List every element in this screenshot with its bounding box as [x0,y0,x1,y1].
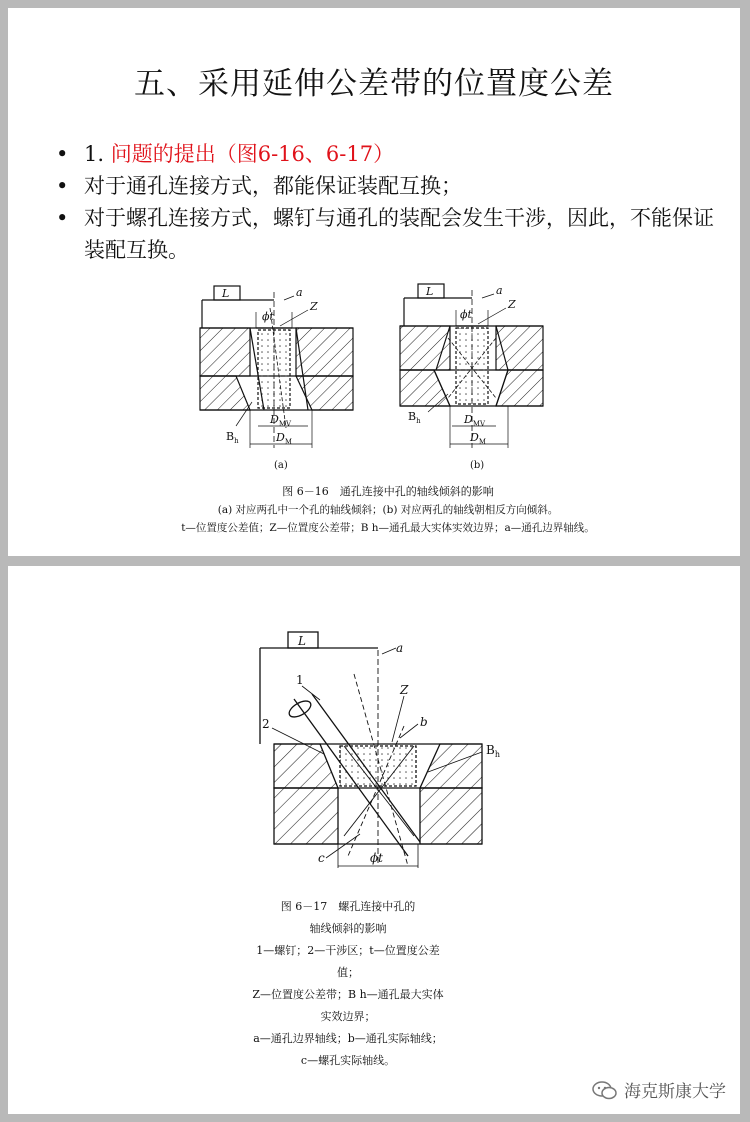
wechat-icon [592,1080,618,1100]
label-sub-b: (b) [470,460,485,471]
label-Z: Z [310,300,318,313]
bullet-dot: • [56,174,69,198]
label-2: 2 [262,717,270,731]
label-a: a [296,286,303,299]
bullet-prefix: 1. [84,142,111,166]
label-Dmv: $D_{MV}$ [464,413,486,428]
figure-caption [248,896,448,1072]
figure-caption-title: 图 6－17 螺孔连接中孔的 [280,900,416,913]
watermark [592,1077,726,1102]
label-phi-t: ϕt [460,308,472,321]
label-a: a [496,284,503,297]
watermark-text: 海克斯康大学 [624,1082,726,1102]
label-c: c [318,851,325,865]
bullet-dot: • [56,142,69,166]
label-sub-a: (a) [274,460,288,471]
bullet-dot: • [56,206,69,230]
label-Dmv: $D_{MV}$ [270,413,292,428]
label-Bh: $B_h$ [226,430,239,445]
label-Z: Z [400,683,409,697]
figure-caption-title: 图 6－16 通孔连接中孔的轴线倾斜的影响 [282,485,494,498]
label-a: a [396,641,404,655]
label-L: L [426,285,434,298]
bullet-text: 对于螺孔连接方式，螺钉与通孔的装配会发生干涉，因此，不能保证装配互换。 [84,206,714,262]
label-L: L [222,287,230,300]
bullet-text: 对于通孔连接方式，都能保证装配互换； [84,174,462,198]
figure-caption-line-3: t—位置度公差值；Z—位置度公差带；B h—通孔最大实体实效边界；a—通孔边界轴线。 [181,522,595,534]
label-b: b [420,715,428,729]
figure-caption-line: Z—位置度公差带；B h—通孔最大实体实效边界； [252,988,444,1023]
label-Bh: $B_h$ [486,743,500,759]
bullet-text: 问题的提出（图6-16、6-17） [110,142,395,166]
label-phi-t: ϕt [262,310,274,323]
figure-caption-line: 1—螺钉；2—干涉区；t—位置度公差值； [256,944,440,979]
figure-6-17-drawing [260,632,482,868]
label-1: 1 [296,673,304,687]
label-Bh: $B_h$ [408,410,421,425]
figure-6-16 [8,8,740,556]
slide-1 [8,8,740,556]
label-Z: Z [508,298,516,311]
label-Dm: $D_M$ [470,431,486,446]
figure-caption-line-2: (a) 对应两孔中一个孔的轴线倾斜；(b) 对应两孔的轴线朝相反方向倾斜。 [217,504,559,516]
figure-caption-line: c—螺孔实际轴线。 [300,1054,396,1067]
figure-caption-line: a—通孔边界轴线；b—通孔实际轴线； [253,1032,443,1045]
label-phi-t: ϕt [370,851,384,865]
figure-caption-line: 轴线倾斜的影响 [309,922,387,935]
slide-2 [8,566,740,1114]
label-L: L [298,634,306,648]
label-Dm: $D_M$ [276,431,292,446]
slide-title: 五、采用延伸公差带的位置度公差 [134,66,614,102]
